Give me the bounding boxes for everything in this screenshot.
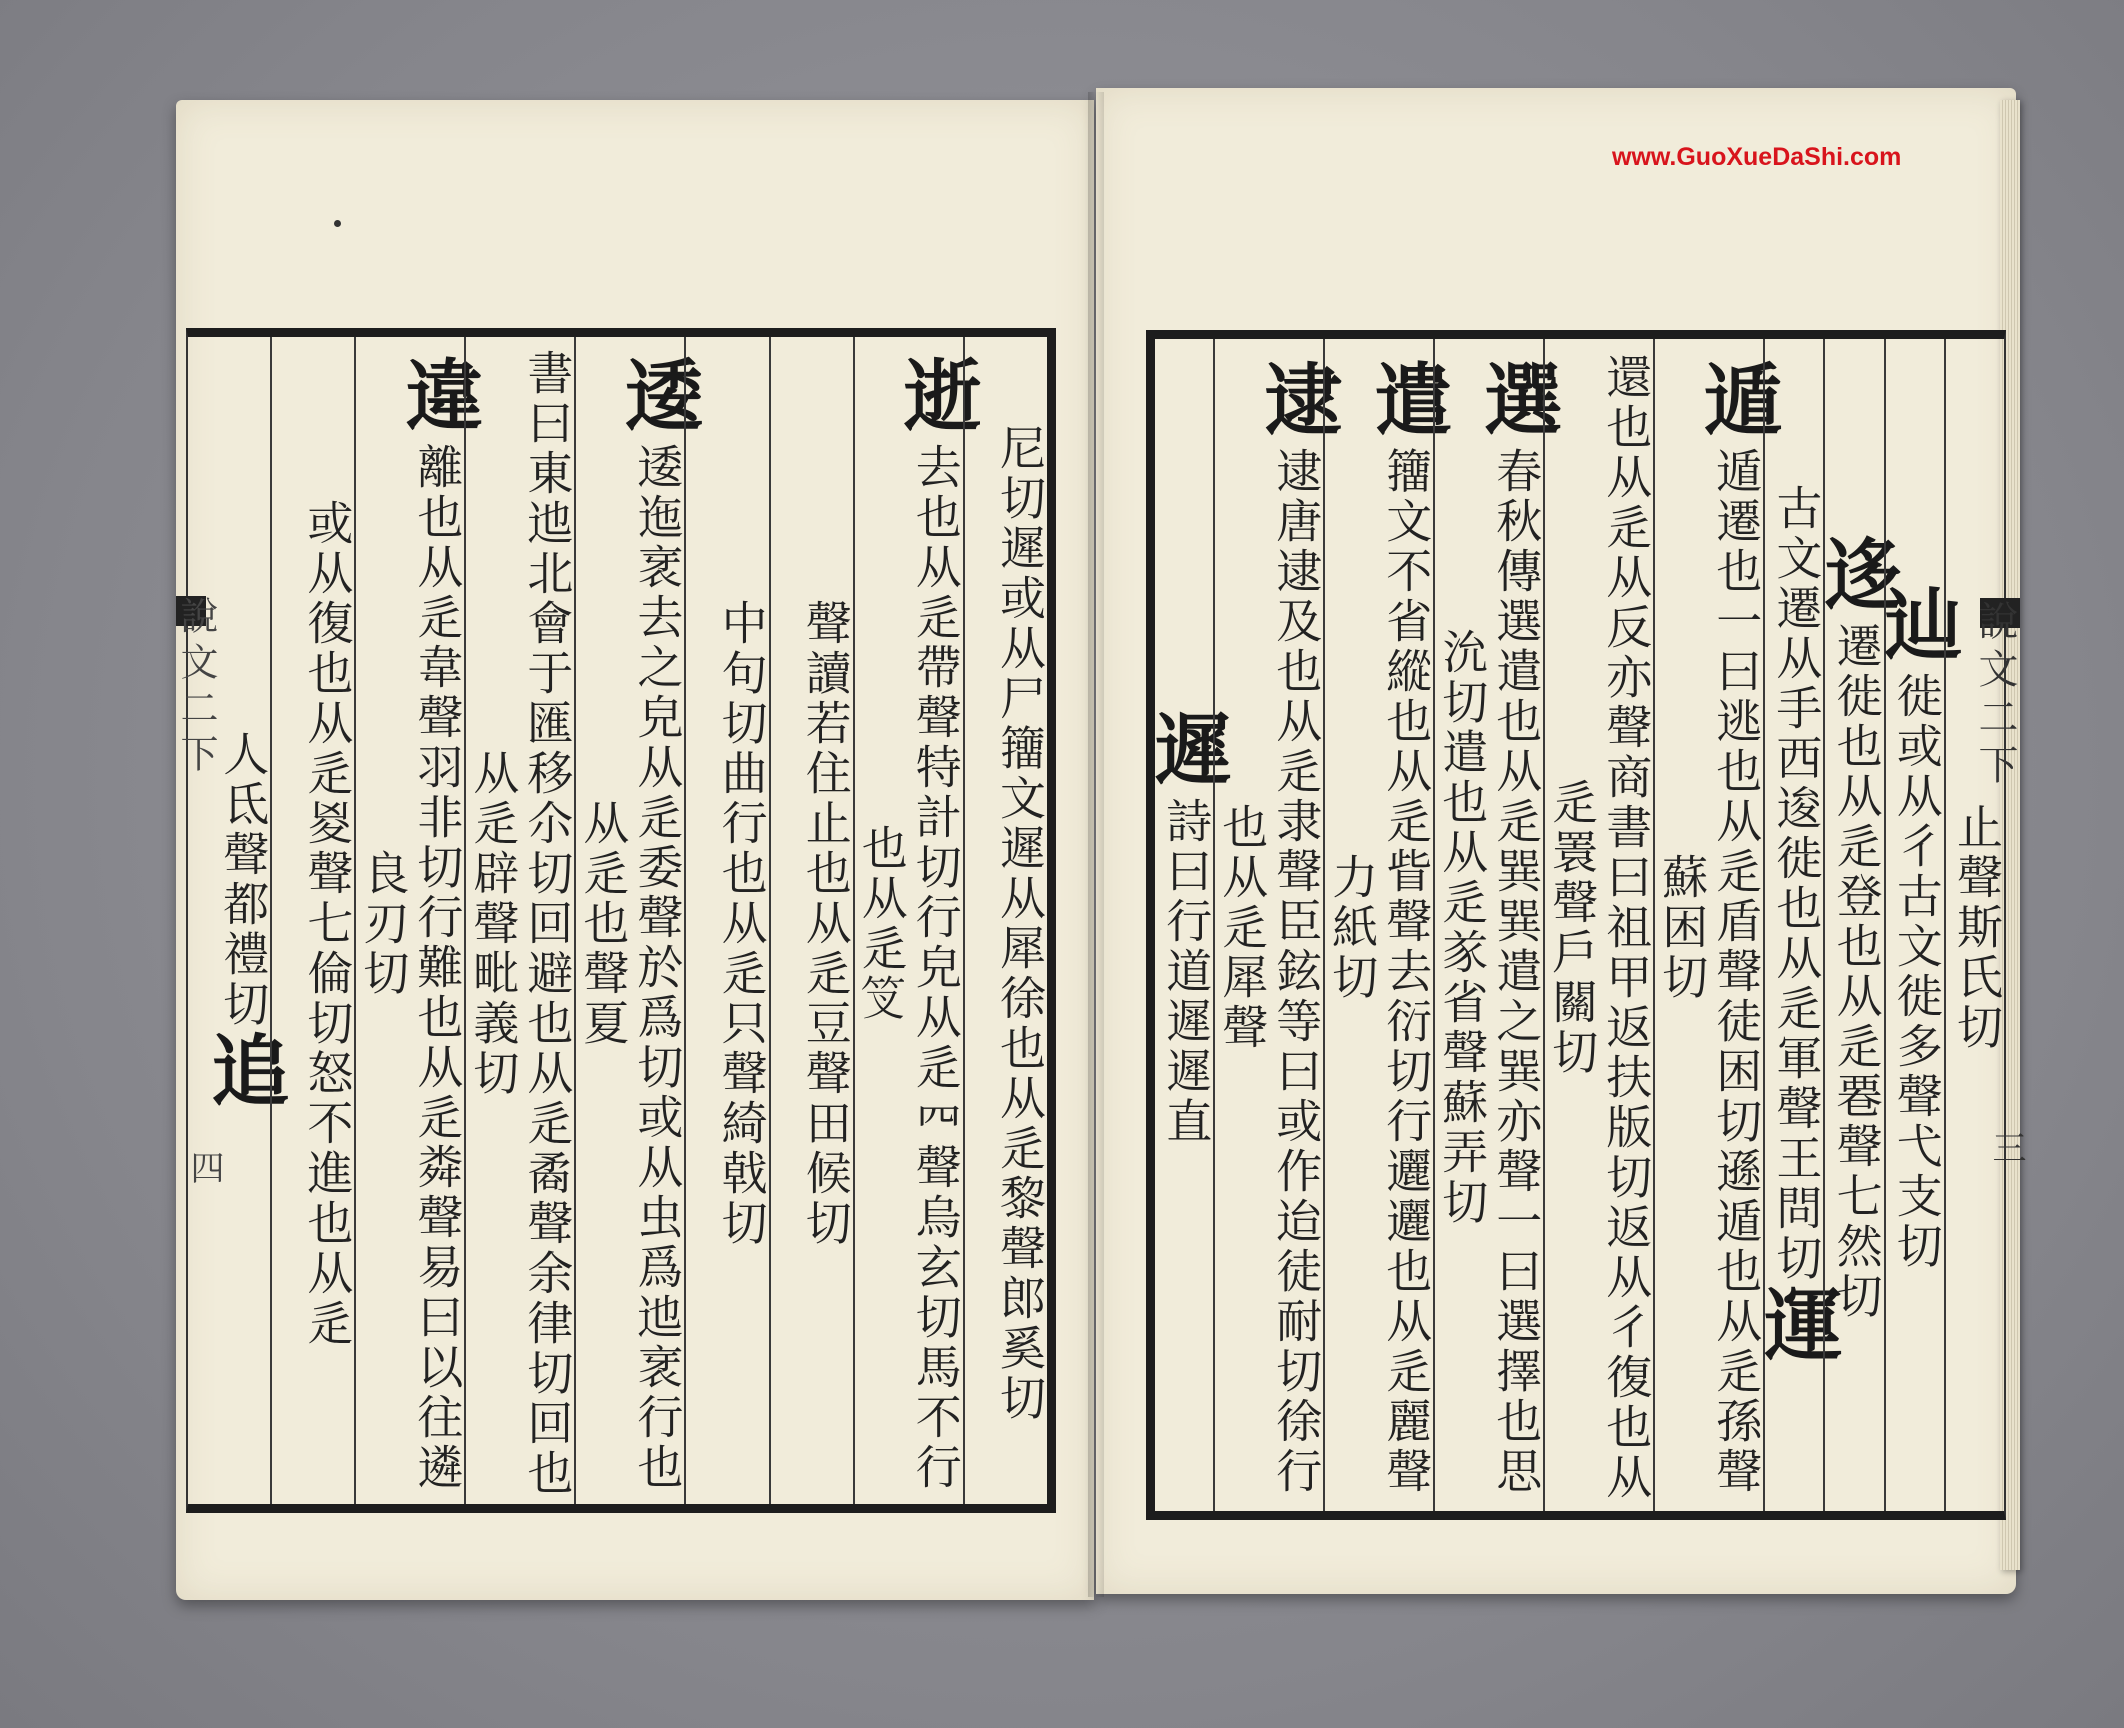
seal-glyph: 違: [392, 354, 484, 443]
column-text: 書曰東迆北會于匯移尒切回避也从辵矞聲余律切回也从辵辟聲毗義切: [466, 348, 575, 1499]
left-column-4: [684, 337, 768, 1504]
seal-glyph: 遣: [1361, 359, 1453, 447]
right-column-7: [1433, 339, 1563, 1511]
column-text: 遷徙也从辵登也从辵䙴聲七然切: [1829, 622, 1884, 1322]
seal-glyph: 遲: [1141, 709, 1233, 797]
book-spine: [1088, 92, 1104, 1597]
right-column-6: [1543, 339, 1653, 1511]
right-column-2: [1871, 339, 1963, 1511]
column-text: 遁遷也一曰逃也从辵盾聲徒困切遜遁也从辵孫聲蘇困切: [1655, 447, 1764, 1497]
right-column-3: [1811, 339, 1903, 1511]
column-text: 春秋傳選遣也从辵巽巽遣之巽亦聲一曰選擇也思沇切遣也从辵㒸省聲蘇弄切: [1435, 447, 1544, 1497]
column-text: 還也从辵从反亦聲商書曰祖甲返扶版切返从彳復也从辵瞏聲戶關切: [1545, 353, 1654, 1503]
left-column-5: [574, 337, 704, 1504]
left-columns: [188, 337, 1047, 1504]
column-text: 徙或从彳古文徙多聲弋支切: [1889, 672, 1944, 1272]
fold-title-right: 說文二下: [1972, 600, 2018, 792]
right-column-10: [1141, 339, 1233, 1511]
left-column-1: [963, 337, 1047, 1504]
column-text: 聲讀若住止也从辵豆聲田候切: [798, 598, 853, 1249]
left-column-9: [188, 337, 290, 1504]
seal-glyph: 辿: [1871, 584, 1963, 672]
column-text: 去也从辵帶聲特計切行皃从辵𦉪聲烏玄切馬不行也从辵𥫢: [854, 442, 963, 1493]
column-text: 古文遷从手西逡徙也从辵軍聲王問切: [1769, 484, 1824, 1284]
column-text: 逮唐逮及也从辵隶聲臣鉉等曰或作迨徒耐切徐行也从辵犀聲: [1215, 447, 1324, 1497]
column-text: 止聲斯氏切: [1950, 803, 2004, 1053]
seal-glyph: 追: [198, 1029, 290, 1118]
column-text: 離也从辵韋聲羽非切行難也从辵粦聲易曰以往遴良刃切: [356, 442, 465, 1493]
column-text: 逶迤衺去之皃从辵委聲於爲切或从虫爲迆衺行也从辵也聲夏: [576, 442, 685, 1493]
right-column-8: [1323, 339, 1453, 1511]
column-text: 詩曰行道遲遲直: [1159, 797, 1214, 1147]
left-column-3: [769, 337, 853, 1504]
seal-glyph: 運: [1751, 1284, 1843, 1372]
seal-glyph: 迻: [1811, 534, 1903, 622]
seal-glyph: 逶: [612, 354, 704, 443]
right-column-9: [1213, 339, 1343, 1511]
right-text-frame: [1141, 330, 2006, 1520]
fold-number-left: 四: [184, 1150, 224, 1184]
column-text: 或从復也从辵㚇聲七倫切怒不進也从辵: [300, 498, 355, 1349]
fold-number-right: 三: [1986, 1130, 2026, 1164]
seal-glyph: 遁: [1691, 359, 1783, 447]
column-text: 人氐聲都禮切: [216, 729, 271, 1030]
right-column-4: [1751, 339, 1843, 1511]
left-column-7: [354, 337, 484, 1504]
seal-glyph: 逮: [1251, 359, 1343, 447]
right-columns: [1141, 339, 2004, 1511]
column-text: 尼切遲或从尸籒文遲从犀徐也从辵黎聲郎奚切: [993, 423, 1047, 1424]
right-column-5: [1653, 339, 1783, 1511]
seal-glyph: 逝: [890, 354, 982, 443]
ink-dot: [334, 220, 341, 227]
left-column-8: [270, 337, 354, 1504]
watermark: www.GuoXueDaShi.com: [1612, 143, 1902, 171]
fold-title-left: 說文二下: [174, 596, 218, 780]
column-text: 中句切曲行也从辵只聲綺戟切: [714, 598, 769, 1249]
left-column-6: [464, 337, 574, 1504]
left-column-2: [853, 337, 982, 1504]
seal-glyph: 選: [1471, 359, 1563, 447]
column-text: 籒文不省縱也从辵眥聲去衍切行邐邐也从辵麗聲力紙切: [1325, 447, 1434, 1497]
left-text-frame: [186, 328, 1056, 1513]
right-column-1: [1944, 339, 2004, 1511]
